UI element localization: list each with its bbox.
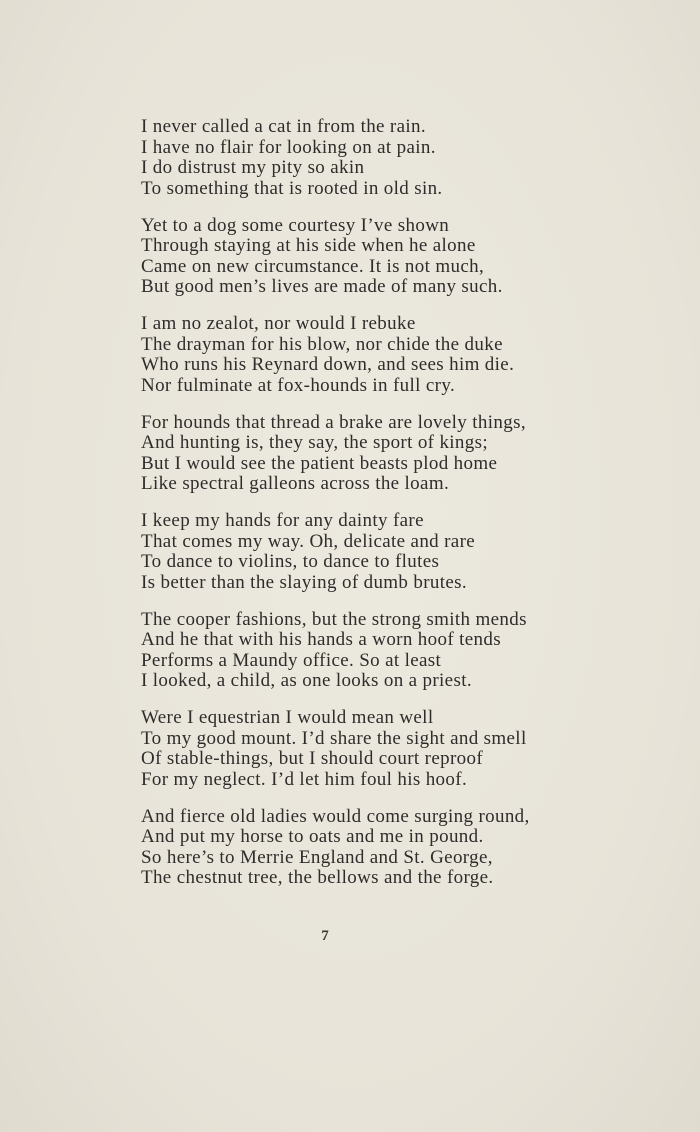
poem-line: For hounds that thread a brake are lovely things,	[141, 411, 526, 433]
poem-line: Like spectral galleons across the loam.	[141, 473, 450, 494]
poem-line: And put my horse to oats and me in pound.	[141, 826, 484, 847]
poem-line: To something that is rooted in old sin.	[141, 177, 443, 199]
poem-line: But good men’s lives are made of many such.	[141, 276, 503, 297]
stanza	[141, 314, 686, 396]
poem-line: And hunting is, they say, the sport of kings;	[141, 432, 488, 453]
poem-line: I looked, a child, as one looks on a priest.	[141, 670, 472, 691]
poem-line: I never called a cat in from the rain.	[141, 116, 426, 137]
poem-line: The drayman for his blow, nor chide the duke	[141, 333, 503, 355]
poem-line: Came on new circumstance. It is not much,	[141, 255, 485, 277]
poem-line: Yet to a dog some courtesy I’ve shown	[141, 214, 450, 236]
poem-line: I do distrust my pity so akin	[141, 157, 365, 178]
poem-line: To dance to violins, to dance to flutes	[141, 551, 440, 572]
poem-line: Who runs his Reynard down, and sees him die.	[141, 354, 515, 375]
poem-line: Performs a Maundy office. So at least	[141, 649, 442, 671]
stanza	[141, 216, 686, 298]
poem-line: I am no zealot, nor would I rebuke	[141, 313, 416, 334]
poem	[141, 117, 686, 905]
poem-line: Of stable-things, but I should court reproof	[141, 748, 484, 769]
poem-line: But I would see the patient beasts plod home	[141, 452, 498, 474]
stanza	[141, 511, 686, 593]
stanza	[141, 413, 686, 495]
poem-line: Were I equestrian I would mean well	[141, 707, 434, 728]
poem-line: That comes my way. Oh, delicate and rare	[141, 530, 476, 552]
poem-line: The chestnut tree, the bellows and the forge.	[141, 867, 494, 888]
poem-line: And fierce old ladies would come surging round,	[141, 805, 530, 827]
poem-line: I have no flair for looking on at pain.	[141, 136, 436, 158]
poem-line: So here’s to Merrie England and St. George,	[141, 846, 493, 868]
poem-line: The cooper fashions, but the strong smith mends	[141, 608, 527, 630]
poem-line: Is better than the slaying of dumb brutes.	[141, 571, 468, 593]
stanza	[141, 807, 686, 889]
poem-line: For my neglect. I’d let him foul his hoof.	[141, 768, 468, 790]
poem-line: And he that with his hands a worn hoof tends	[141, 629, 501, 650]
stanza	[141, 117, 686, 199]
stanza	[141, 610, 686, 692]
poem-line: I keep my hands for any dainty fare	[141, 510, 424, 531]
poem-line: Through staying at his side when he alone	[141, 235, 476, 256]
poem-line: To my good mount. I’d share the sight and smell	[141, 727, 527, 749]
page-number: 7	[321, 928, 329, 944]
poem-line: Nor fulminate at fox-hounds in full cry.	[141, 374, 456, 396]
stanza	[141, 708, 686, 790]
